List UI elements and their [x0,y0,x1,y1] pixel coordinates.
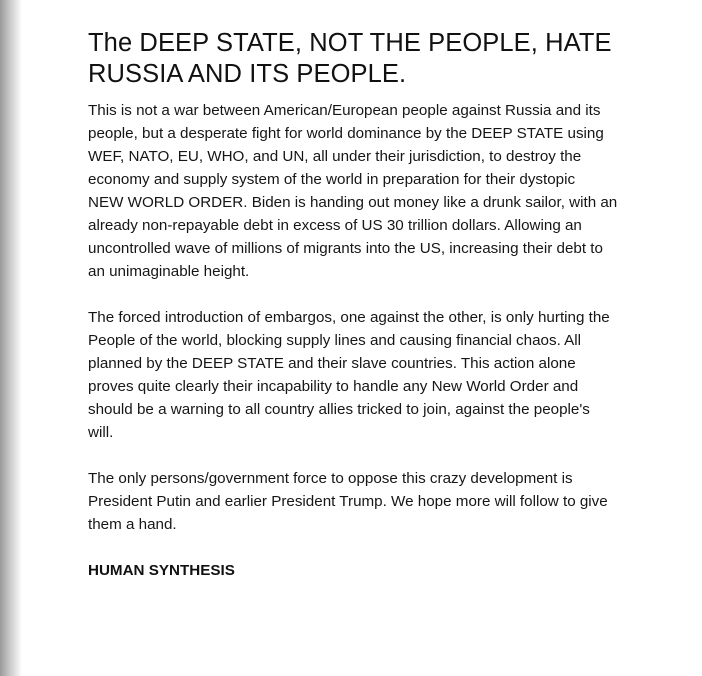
paragraph-2 [88,306,660,444]
text-line: people, but a desperate fight for world dominance by the DEEP STATE using [88,125,604,142]
text-line: This is not a war between American/European people against Russia and its [88,102,601,119]
text-line: uncontrolled wave of millions of migrants into the US, increasing their debt to [88,240,603,257]
text-line: will. [88,424,114,441]
title-line: RUSSIA AND ITS PEOPLE. [88,60,407,88]
text-line: President Putin and earlier President Trump. We hope more will follow to give [88,493,608,510]
paragraph-3 [88,467,660,536]
text-line: NEW WORLD ORDER. Biden is handing out money like a drunk sailor, with an [88,194,618,211]
page-edge-shadow [0,0,22,676]
text-line: proves quite clearly their incapability to handle any New World Order and [88,378,579,395]
text-line: People of the world, blocking supply lines and causing financial chaos. All [88,332,582,349]
text-line: already non-repayable debt in excess of US 30 trillion dollars. Allowing an [88,217,582,234]
paragraph-1 [88,99,660,283]
text-line: The forced introduction of embargos, one against the other, is only hurting the [88,309,610,326]
signature: HUMAN SYNTHESIS [88,562,235,579]
text-line: them a hand. [88,516,177,533]
text-line: an unimaginable height. [88,263,250,280]
text-line: WEF, NATO, EU, WHO, and UN, all under their jurisdiction, to destroy the [88,148,582,165]
document-content [88,28,660,582]
title-line: The DEEP STATE, NOT THE PEOPLE, HATE [88,29,612,57]
text-line: should be a warning to all country allies tricked to join, against the people's [88,401,590,418]
text-line: planned by the DEEP STATE and their slave countries. This action alone [88,355,576,372]
document-title [88,28,660,90]
text-line: economy and supply system of the world in preparation for their dystopic [88,171,576,188]
text-line: The only persons/government force to oppose this crazy development is [88,470,573,487]
